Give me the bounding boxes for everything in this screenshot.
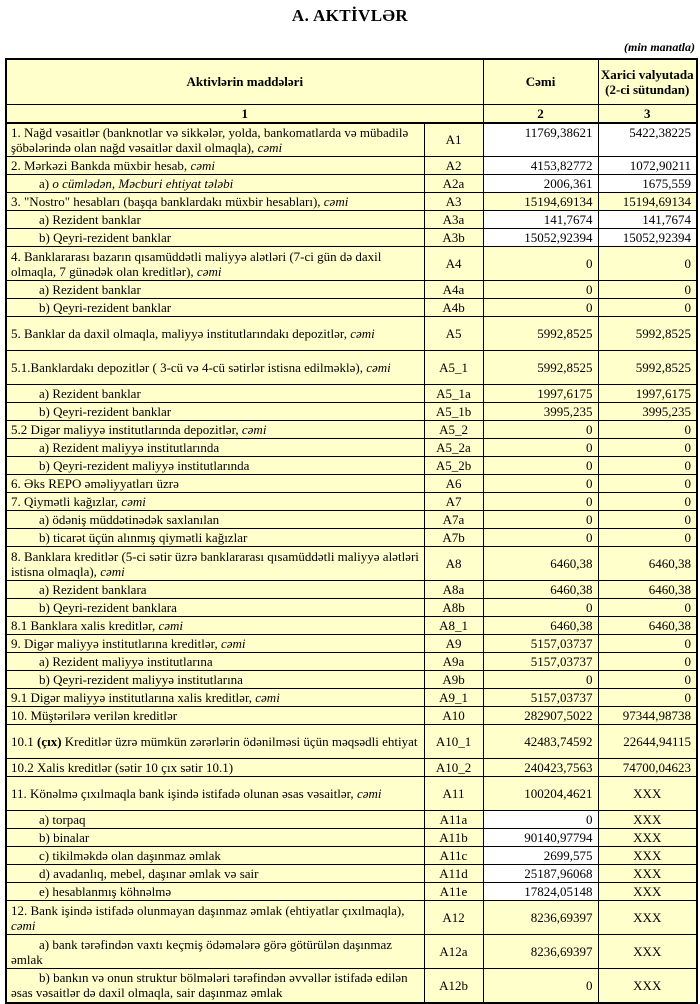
total-value: 17824,05148: [483, 883, 598, 901]
row-item-label: [6, 865, 424, 883]
row-item-label: [6, 617, 424, 635]
total-value: 5157,03737: [483, 689, 598, 707]
foreign-currency-value: 0: [598, 689, 697, 707]
row-code: A11a: [424, 811, 483, 829]
total-value: 240423,7563: [483, 759, 598, 777]
table-row: [6, 229, 697, 247]
row-item-label: [6, 829, 424, 847]
foreign-currency-value: 0: [598, 281, 697, 299]
foreign-currency-value: XXX: [598, 901, 697, 935]
row-code: A5: [424, 317, 483, 351]
row-item-label-part: 10.2 Xalis kreditlər (sətir 10 çıx sətir 10.1): [11, 760, 234, 775]
total-value: 1997,6175: [483, 385, 598, 403]
unit-note: (min manatla): [623, 40, 695, 54]
total-value: 282907,5022: [483, 707, 598, 725]
row-item-label-part: b) binalar: [39, 830, 90, 845]
total-value: 0: [483, 811, 598, 829]
row-code: A12a: [424, 935, 483, 969]
total-value: 0: [483, 421, 598, 439]
row-item-label-part: 8.1 Banklara xalis kreditlər,: [11, 618, 159, 633]
row-item-label-part: o cümlədən, Məcburi ehtiyat tələbi: [52, 176, 234, 191]
table-row: [6, 847, 697, 865]
row-item-label-part: b) Qeyri-rezident banklar: [39, 404, 172, 419]
row-code: A6: [424, 475, 483, 493]
foreign-currency-value: XXX: [598, 811, 697, 829]
foreign-currency-value: 0: [598, 421, 697, 439]
table-row: [6, 777, 697, 811]
header-items-label: Aktivlərin maddələri: [6, 59, 483, 104]
row-item-label-part: 9.1 Digər maliyyə institutlarına xalis kreditlər,: [11, 690, 256, 705]
row-code: A3: [424, 193, 483, 211]
total-value: 3995,235: [483, 403, 598, 421]
row-code: A11e: [424, 883, 483, 901]
total-value: 0: [483, 457, 598, 475]
row-item-label: [6, 247, 424, 281]
foreign-currency-value: 5422,38225: [598, 123, 697, 157]
table-row: [6, 811, 697, 829]
row-item-label-part: cəmi: [350, 326, 375, 341]
table-row: [6, 865, 697, 883]
row-item-label: [6, 529, 424, 547]
foreign-currency-value: 0: [598, 635, 697, 653]
row-item-label: [6, 229, 424, 247]
table-body: [6, 123, 697, 1003]
page-title: A. AKTİVLƏR: [291, 6, 409, 25]
total-value: 6460,38: [483, 581, 598, 599]
row-code: A9a: [424, 653, 483, 671]
foreign-currency-value: 5992,8525: [598, 351, 697, 385]
row-item-label-part: b) Qeyri-rezident maliyyə institutlarında: [39, 458, 250, 473]
row-code: A12: [424, 901, 483, 935]
row-item-label: [6, 725, 424, 759]
foreign-currency-value: 0: [598, 299, 697, 317]
total-value: 8236,69397: [483, 935, 598, 969]
row-item-label-part: c) tikilməkdə olan daşınmaz əmlak: [39, 848, 221, 863]
row-code: A7b: [424, 529, 483, 547]
total-value: 25187,96068: [483, 865, 598, 883]
row-code: A5_1: [424, 351, 483, 385]
row-item-label-part: cəmi: [241, 422, 267, 437]
total-value: 4153,82772: [483, 157, 598, 175]
row-item-label: [6, 759, 424, 777]
total-value: 0: [483, 529, 598, 547]
table-row: [6, 247, 697, 281]
row-item-label-part: 7. Qiymətli kağızlar,: [11, 494, 122, 509]
row-item-label: [6, 581, 424, 599]
row-item-label-part: a) Rezident banklar: [39, 386, 141, 401]
row-item-label-part: a) bank tərəfindən vaxtı keçmiş ödəmələrə görə götürülən daşınmaz əmlak: [11, 936, 393, 967]
row-item-label-part: cəmi: [255, 690, 280, 705]
table-row: [6, 351, 697, 385]
row-item-label-part: cəmi: [220, 636, 246, 651]
table-row: [6, 317, 697, 351]
total-value: 0: [483, 671, 598, 689]
table-row: [6, 175, 697, 193]
table-row: [6, 671, 697, 689]
row-item-label-part: (çıx): [37, 734, 62, 749]
row-item-label: [6, 653, 424, 671]
foreign-currency-value: 0: [598, 653, 697, 671]
table-row: [6, 211, 697, 229]
row-code: A4a: [424, 281, 483, 299]
foreign-currency-value: 0: [598, 529, 697, 547]
total-value: 6460,38: [483, 547, 598, 581]
row-code: A2: [424, 157, 483, 175]
table-row: [6, 883, 697, 901]
foreign-currency-value: XXX: [598, 777, 697, 811]
row-code: A5_1a: [424, 385, 483, 403]
row-item-label-part: e) hesablanmış köhnəlmə: [39, 884, 172, 899]
table-row: [6, 759, 697, 777]
foreign-currency-value: 0: [598, 599, 697, 617]
foreign-currency-value: 141,7674: [598, 211, 697, 229]
table-row: [6, 969, 697, 1003]
table-row: [6, 689, 697, 707]
table-row: [6, 707, 697, 725]
row-code: A8: [424, 547, 483, 581]
foreign-currency-value: 0: [598, 671, 697, 689]
foreign-currency-value: XXX: [598, 829, 697, 847]
row-item-label: [6, 193, 424, 211]
table-row: [6, 529, 697, 547]
row-item-label-part: cəmi: [121, 494, 146, 509]
row-item-label: [6, 811, 424, 829]
table-row: [6, 193, 697, 211]
row-item-label-part: cəmi: [196, 263, 222, 279]
row-item-label-part: a): [39, 176, 53, 191]
table-row: [6, 475, 697, 493]
foreign-currency-value: XXX: [598, 865, 697, 883]
row-item-label-part: cəmi: [100, 563, 125, 579]
foreign-currency-value: XXX: [598, 883, 697, 901]
row-item-label-part: cəmi: [323, 194, 349, 209]
total-value: 0: [483, 599, 598, 617]
row-item-label-part: 5.2 Digər maliyyə institutlarında depozitlər,: [11, 422, 242, 437]
row-item-label-part: cəmi: [356, 786, 382, 801]
row-item-label: [6, 123, 424, 157]
row-item-label: [6, 599, 424, 617]
foreign-currency-value: 5992,8525: [598, 317, 697, 351]
foreign-currency-value: 0: [598, 493, 697, 511]
foreign-currency-value: XXX: [598, 847, 697, 865]
row-item-label-part: 5. Banklar da daxil olmaqla, maliyyə institutlarındakı depozitlər,: [11, 326, 351, 341]
table-row: [6, 617, 697, 635]
foreign-currency-value: 0: [598, 475, 697, 493]
column-number-1: 1: [6, 104, 483, 123]
row-item-label: [6, 157, 424, 175]
row-code: A8a: [424, 581, 483, 599]
row-item-label: [6, 493, 424, 511]
row-code: A10: [424, 707, 483, 725]
row-item-label-part: 10.1: [11, 734, 37, 749]
row-item-label-part: a) torpaq: [39, 812, 86, 827]
row-item-label-part: a) ödəniş müddətinədək saxlanılan: [39, 512, 220, 527]
row-code: A5_2: [424, 421, 483, 439]
row-item-label-part: 9. Digər maliyyə institutlarına kreditlər,: [11, 636, 221, 651]
total-value: 5157,03737: [483, 653, 598, 671]
row-item-label-part: 5.1.Banklardakı depozitlər ( 3-cü və 4-cü sətirlər istisna edilməklə),: [11, 360, 367, 375]
total-value: 0: [483, 247, 598, 281]
row-item-label: [6, 847, 424, 865]
row-item-label-part: cəmi: [11, 917, 36, 933]
row-item-label: [6, 385, 424, 403]
row-code: A5_1b: [424, 403, 483, 421]
row-code: A5_2b: [424, 457, 483, 475]
total-value: 2699,575: [483, 847, 598, 865]
foreign-currency-value: 22644,94115: [598, 725, 697, 759]
row-code: A4: [424, 247, 483, 281]
row-item-label: [6, 883, 424, 901]
row-item-label-part: b) ticarət üçün alınmış qiymətli kağızlar: [39, 530, 248, 545]
row-item-label-part: cəmi: [366, 360, 391, 375]
row-code: A11: [424, 777, 483, 811]
row-code: A12b: [424, 969, 483, 1003]
table-row: [6, 385, 697, 403]
foreign-currency-value: XXX: [598, 969, 697, 1003]
table-row: [6, 599, 697, 617]
row-item-label-part: 2. Mərkəzi Bankda müxbir hesab,: [11, 158, 191, 173]
foreign-currency-value: 97344,98738: [598, 707, 697, 725]
table-row: [6, 157, 697, 175]
row-item-label-part: 6. Əks REPO əməliyyatları üzrə: [11, 476, 179, 491]
row-item-label-part: a) Rezident maliyyə institutlarında: [39, 440, 220, 455]
row-item-label: [6, 351, 424, 385]
row-item-label-part: d) avadanlıq, mebel, daşınar əmlak və sair: [39, 866, 259, 881]
row-code: A8b: [424, 599, 483, 617]
foreign-currency-value: 3995,235: [598, 403, 697, 421]
row-code: A10_2: [424, 759, 483, 777]
table-row: [6, 635, 697, 653]
assets-table: [5, 58, 698, 1004]
table-row: [6, 421, 697, 439]
row-code: A8_1: [424, 617, 483, 635]
total-value: 0: [483, 475, 598, 493]
row-item-label: [6, 511, 424, 529]
total-value: 11769,38621: [483, 123, 598, 157]
total-value: 0: [483, 493, 598, 511]
row-item-label-part: a) Rezident maliyyə institutlarına: [39, 654, 213, 669]
row-item-label: [6, 299, 424, 317]
row-item-label-part: Kreditlər üzrə mümkün zərərlərin ödənilməsi üçün məqsədli ehtiyat: [61, 734, 418, 749]
table-row: [6, 653, 697, 671]
row-code: A11b: [424, 829, 483, 847]
row-item-label-part: b) Qeyri-rezident maliyyə institutlarına: [39, 672, 243, 687]
row-item-label: [6, 901, 424, 935]
total-value: 5157,03737: [483, 635, 598, 653]
row-item-label: [6, 403, 424, 421]
table-row: [6, 547, 697, 581]
row-item-label-part: 8. Banklara kreditlər (5-ci sətir üzrə banklararası qısamüddətli maliyyə alətləri istisna olmaqla),: [11, 548, 419, 579]
row-item-label: [6, 635, 424, 653]
total-value: 6460,38: [483, 617, 598, 635]
row-code: A5_2a: [424, 439, 483, 457]
row-item-label: [6, 935, 424, 969]
row-item-label-part: a) Rezident banklar: [39, 282, 141, 297]
row-item-label-part: b) bankın və onun struktur bölmələri tərəfindən əvvəllər istifadə edilən əsas vəsaitlər də daxil olmaqla, sair daşınmaz əmlak: [11, 970, 408, 1001]
column-number-row: [6, 104, 697, 123]
row-item-label: [6, 281, 424, 299]
table-row: [6, 403, 697, 421]
row-item-label: [6, 547, 424, 581]
row-item-label: [6, 421, 424, 439]
header-row: [6, 59, 697, 104]
row-item-label-part: 11. Könəlmə çıxılmaqla bank işində istifadə olunan əsas vəsaitlər,: [11, 786, 357, 801]
row-item-label: [6, 457, 424, 475]
report-page: [0, 6, 700, 1004]
row-item-label-part: 4. Banklararası bazarın qısamüddətli maliyyə alətləri (7-ci gün də daxil olmaqla, 7 günədək olan kreditlər),: [11, 248, 382, 279]
row-code: A11d: [424, 865, 483, 883]
table-row: [6, 281, 697, 299]
row-item-label: [6, 777, 424, 811]
column-number-3: 3: [598, 104, 697, 123]
foreign-currency-value: 6460,38: [598, 581, 697, 599]
foreign-currency-value: 15194,69134: [598, 193, 697, 211]
row-item-label-part: b) Qeyri-rezident banklar: [39, 230, 172, 245]
row-code: A1: [424, 123, 483, 157]
row-code: A11c: [424, 847, 483, 865]
row-item-label: [6, 317, 424, 351]
total-value: 15194,69134: [483, 193, 598, 211]
row-item-label: [6, 439, 424, 457]
row-item-label: [6, 689, 424, 707]
foreign-currency-value: 0: [598, 439, 697, 457]
row-item-label-part: 3. "Nostro" hesabları (başqa banklardakı müxbir hesabları),: [11, 194, 324, 209]
row-item-label: [6, 671, 424, 689]
row-code: A9b: [424, 671, 483, 689]
total-value: 15052,92394: [483, 229, 598, 247]
row-item-label: [6, 475, 424, 493]
row-item-label: [6, 175, 424, 193]
row-code: A2a: [424, 175, 483, 193]
table-row: [6, 457, 697, 475]
table-row: [6, 299, 697, 317]
row-item-label: [6, 211, 424, 229]
row-item-label-part: a) Rezident banklara: [39, 582, 147, 597]
row-code: A3b: [424, 229, 483, 247]
row-code: A9: [424, 635, 483, 653]
total-value: 0: [483, 281, 598, 299]
table-row: [6, 493, 697, 511]
foreign-currency-value: XXX: [598, 935, 697, 969]
total-value: 2006,361: [483, 175, 598, 193]
row-item-label-part: cəmi: [257, 139, 283, 155]
total-value: 42483,74592: [483, 725, 598, 759]
table-row: [6, 439, 697, 457]
row-item-label-part: 1. Nağd vəsaitlər (banknotlar və sikkələr, yolda, bankomatlarda və mübadilə şöbələrində olan nağd vəsaitlər daxil olmaqla),: [11, 124, 409, 155]
foreign-currency-value: 74700,04623: [598, 759, 697, 777]
foreign-currency-value: 6460,38: [598, 547, 697, 581]
total-value: 0: [483, 299, 598, 317]
table-row: [6, 123, 697, 157]
row-item-label-part: b) Qeyri-rezident banklara: [39, 600, 177, 615]
row-item-label: [6, 969, 424, 1003]
row-code: A7: [424, 493, 483, 511]
foreign-currency-value: 15052,92394: [598, 229, 697, 247]
foreign-currency-value: 0: [598, 457, 697, 475]
total-value: 90140,97794: [483, 829, 598, 847]
row-code: A3a: [424, 211, 483, 229]
table-row: [6, 901, 697, 935]
total-value: 5992,8525: [483, 317, 598, 351]
total-value: 100204,4621: [483, 777, 598, 811]
foreign-currency-value: 1997,6175: [598, 385, 697, 403]
foreign-currency-value: 0: [598, 511, 697, 529]
row-item-label-part: 10. Müştərilərə verilən kreditlər: [11, 708, 178, 723]
table-row: [6, 829, 697, 847]
foreign-currency-value: 1675,559: [598, 175, 697, 193]
row-item-label-part: cəmi: [158, 618, 184, 633]
total-value: 8236,69397: [483, 901, 598, 935]
row-item-label-part: cəmi: [190, 158, 215, 173]
row-item-label-part: 12. Bank işində istifadə olunmayan daşınmaz əmlak (ehtiyatlar çıxılmaqla),: [11, 902, 405, 918]
total-value: 5992,8525: [483, 351, 598, 385]
column-number-2: 2: [483, 104, 598, 123]
header-total-label: Cəmi: [483, 59, 598, 104]
foreign-currency-value: 1072,90211: [598, 157, 697, 175]
table-row: [6, 511, 697, 529]
row-item-label: [6, 707, 424, 725]
row-code: A4b: [424, 299, 483, 317]
table-row: [6, 581, 697, 599]
total-value: 0: [483, 511, 598, 529]
foreign-currency-value: 0: [598, 247, 697, 281]
row-item-label-part: a) Rezident banklar: [39, 212, 141, 227]
row-code: A7a: [424, 511, 483, 529]
total-value: 141,7674: [483, 211, 598, 229]
row-code: A10_1: [424, 725, 483, 759]
row-item-label-part: b) Qeyri-rezident banklar: [39, 300, 172, 315]
foreign-currency-value: 6460,38: [598, 617, 697, 635]
total-value: 0: [483, 439, 598, 457]
table-row: [6, 725, 697, 759]
table-row: [6, 935, 697, 969]
total-value: 0: [483, 969, 598, 1003]
row-code: A9_1: [424, 689, 483, 707]
header-foreign-label: Xarici valyutada (2-ci sütundan): [598, 59, 697, 104]
